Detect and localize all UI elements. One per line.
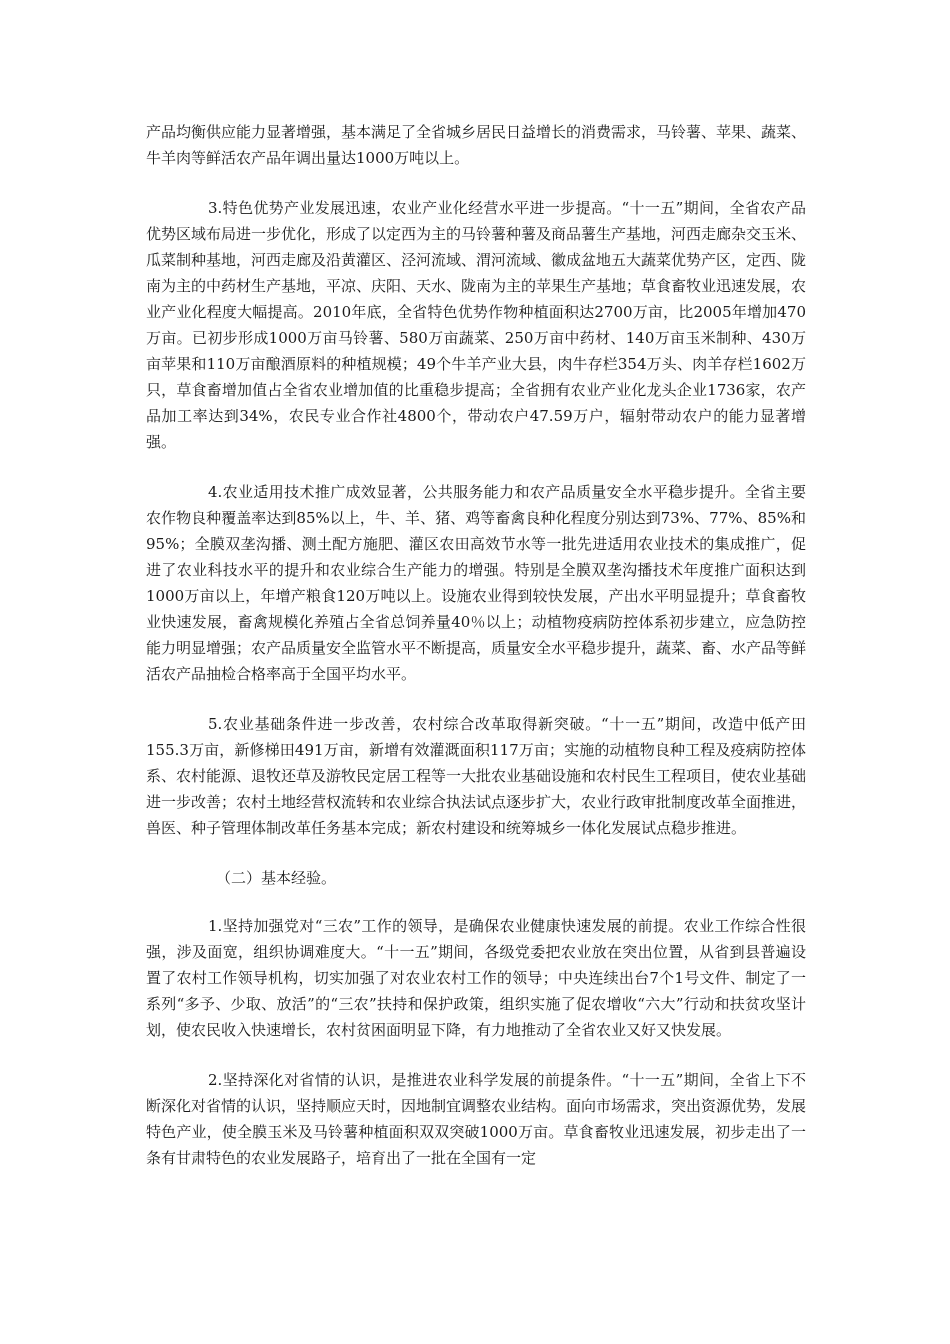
paragraph-item-5: 5.农业基础条件进一步改善，农村综合改革取得新突破。“十一五”期间，改造中低产田155.3万亩，新修梯田491万亩，新增有效灌溉面积117万亩；实施的动植物良种工程及疫病防控体系、农村能源、退牧还草及游牧民定居工程等一大批农业基础设施和农村民生工程项目，使农业基础进一步改善；农村土地经营权流转和农业综合执法试点逐步扩大，农业行政审批制度改革全面推进，兽医、种子管理体制改革任务基本完成；新农村建设和统筹城乡一体化发展试点稳步推进。	[146, 715, 807, 837]
paragraph-item-3: 3.特色优势产业发展迅速，农业产业化经营水平进一步提高。“十一五”期间，全省农产品优势区域布局进一步优化，形成了以定西为主的马铃薯种薯及商品薯生产基地，河西走廊杂交玉米、瓜菜制种基地，河西走廊及沿黄灌区、泾河流域、渭河流域、徽成盆地五大蔬菜优势产区，定西、陇南为主的中药材生产基地，平凉、庆阳、天水、陇南为主的苹果生产基地；草食畜牧业迅速发展，农业产业化程度大幅提高。2010年底，全省特色优势作物种植面积达2700万亩，比2005年增加470万亩。已初步形成1000万亩马铃薯、580万亩蔬菜、250万亩中药材、140万亩玉米制种、430万亩苹果和110万亩酿酒原料的种植规模；49个牛羊产业大县，肉牛存栏354万头、肉羊存栏1602万只，草食畜增加值占全省农业增加值的比重稳步提高；全省拥有农业产业化龙头企业1736家，农产品加工率达到34%，农民专业合作社4800个，带动农户47.59万户，辐射带动农户的能力显著增强。	[146, 199, 807, 451]
document-body	[146, 119, 806, 1195]
section-heading-basic-experience: （二）基本经验。	[216, 869, 337, 887]
paragraph-continuation: 产品均衡供应能力显著增强，基本满足了全省城乡居民日益增长的消费需求，马铃薯、苹果、蔬菜、牛羊肉等鲜活农产品年调出量达1000万吨以上。	[146, 123, 807, 167]
paragraph-experience-1: 1.坚持加强党对“三农”工作的领导，是确保农业健康快速发展的前提。农业工作综合性很强，涉及面宽，组织协调难度大。“十一五”期间，各级党委把农业放在突出位置，从省到县普遍设置了农村工作领导机构，切实加强了对农业农村工作的领导；中央连续出台7个1号文件、制定了一系列“多予、少取、放活”的“三农”扶持和保护政策，组织实施了促农增收“六大”行动和扶贫攻坚计划，使农民收入快速增长，农村贫困面明显下降，有力地推动了全省农业又好又快发展。	[146, 917, 806, 1039]
paragraph-item-4: 4.农业适用技术推广成效显著，公共服务能力和农产品质量安全水平稳步提升。全省主要农作物良种覆盖率达到85%以上，牛、羊、猪、鸡等畜禽良种化程度分别达到73%、77%、85%和95%；全膜双垄沟播、测土配方施肥、灌区农田高效节水等一批先进适用农业技术的集成推广，促进了农业科技水平的提升和农业综合生产能力的增强。特别是全膜双垄沟播技术年度推广面积达到1000万亩以上，年增产粮食120万吨以上。设施农业得到较快发展，产出水平明显提升；草食畜牧业快速发展，畜禽规模化养殖占全省总饲养量40％以上；动植物疫病防控体系初步建立，应急防控能力明显增强；农产品质量安全监管水平不断提高，质量安全水平稳步提升，蔬菜、畜、水产品等鲜活农产品抽检合格率高于全国平均水平。	[146, 483, 807, 683]
paragraph-experience-2: 2.坚持深化对省情的认识，是推进农业科学发展的前提条件。“十一五”期间，全省上下不断深化对省情的认识，坚持顺应天时，因地制宜调整农业结构。面向市场需求，突出资源优势，发展特色产业，使全膜玉米及马铃薯种植面积双双突破1000万亩。草食畜牧业迅速发展，初步走出了一条有甘肃特色的农业发展路子，培育出了一批在全国有一定	[146, 1071, 807, 1167]
